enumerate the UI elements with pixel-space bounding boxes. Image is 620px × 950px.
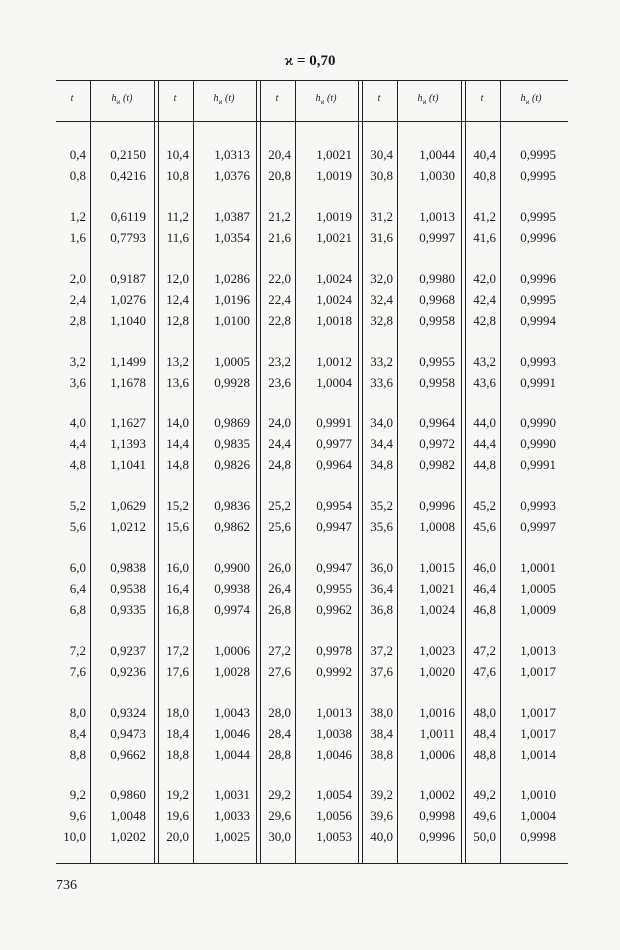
cell-t: 6,0 (69, 560, 86, 575)
cell-t: 39,2 (370, 787, 393, 802)
cell-t: 3,2 (69, 354, 86, 369)
cell-t: 42,8 (473, 313, 496, 328)
cell-h: 0,9862 (214, 519, 250, 534)
header-t: t (480, 93, 484, 104)
cell-t: 43,2 (473, 354, 496, 369)
cell-t: 25,6 (268, 519, 291, 534)
cell-h: 1,0056 (316, 808, 352, 823)
cell-h: 0,9995 (520, 292, 556, 307)
cell-h: 0,6119 (110, 209, 146, 224)
cell-t: 33,6 (370, 375, 393, 390)
cell-h: 1,0017 (520, 664, 556, 679)
cell-h: 1,0012 (316, 354, 352, 369)
cell-t: 41,6 (473, 230, 496, 245)
header-h: $h_ϰ$ (t) (417, 93, 439, 106)
cell-h: 0,9662 (110, 747, 146, 762)
cell-h: 1,0014 (520, 747, 556, 762)
cell-h: 1,0009 (520, 602, 556, 617)
cell-t: 36,0 (370, 560, 393, 575)
cell-t: 15,6 (166, 519, 189, 534)
cell-h: 0,9335 (110, 602, 146, 617)
cell-t: 46,4 (473, 581, 496, 596)
cell-h: 1,0038 (316, 726, 352, 741)
cell-t: 8,8 (69, 747, 86, 762)
cell-h: 1,1393 (110, 436, 146, 451)
cell-h: 0,9992 (316, 664, 352, 679)
cell-h: 0,9995 (520, 209, 556, 224)
cell-h: 1,0028 (214, 664, 250, 679)
cell-h: 1,0013 (316, 705, 352, 720)
cell-t: 10,8 (166, 168, 189, 183)
cell-h: 1,0005 (214, 354, 250, 369)
cell-h: 0,9978 (316, 643, 352, 658)
cell-t: 42,4 (473, 292, 496, 307)
cell-t: 21,2 (268, 209, 291, 224)
cell-h: 1,0013 (419, 209, 455, 224)
column-rule (90, 81, 91, 863)
cell-t: 4,0 (69, 415, 86, 430)
cell-t: 4,4 (69, 436, 86, 451)
cell-h: 0,9473 (110, 726, 146, 741)
cell-h: 0,9997 (520, 519, 556, 534)
cell-t: 24,0 (268, 415, 291, 430)
cell-h: 1,0010 (520, 787, 556, 802)
cell-h: 1,0001 (520, 560, 556, 575)
cell-h: 0,9991 (316, 415, 352, 430)
cell-h: 0,9998 (419, 808, 455, 823)
cell-t: 32,8 (370, 313, 393, 328)
cell-t: 26,4 (268, 581, 291, 596)
header-t: t (377, 93, 381, 104)
cell-t: 16,0 (166, 560, 189, 575)
cell-t: 36,4 (370, 581, 393, 596)
cell-t: 33,2 (370, 354, 393, 369)
cell-h: 0,9995 (520, 168, 556, 183)
cell-h: 1,1040 (110, 313, 146, 328)
cell-t: 14,8 (166, 457, 189, 472)
cell-t: 13,6 (166, 375, 189, 390)
cell-t: 24,8 (268, 457, 291, 472)
cell-h: 1,0020 (419, 664, 455, 679)
cell-h: 1,0048 (110, 808, 146, 823)
cell-h: 0,9958 (419, 375, 455, 390)
cell-t: 46,0 (473, 560, 496, 575)
cell-h: 0,9324 (110, 705, 146, 720)
cell-h: 1,0002 (419, 787, 455, 802)
cell-h: 0,9860 (110, 787, 146, 802)
cell-t: 16,8 (166, 602, 189, 617)
cell-h: 1,0044 (214, 747, 250, 762)
cell-t: 47,2 (473, 643, 496, 658)
cell-h: 1,0005 (520, 581, 556, 596)
cell-h: 0,9955 (419, 354, 455, 369)
cell-t: 9,2 (69, 787, 86, 802)
cell-t: 40,8 (473, 168, 496, 183)
cell-t: 20,0 (166, 829, 189, 844)
cell-t: 48,4 (473, 726, 496, 741)
cell-t: 20,8 (268, 168, 291, 183)
cell-t: 27,6 (268, 664, 291, 679)
cell-t: 47,6 (473, 664, 496, 679)
cell-h: 1,0018 (316, 313, 352, 328)
cell-t: 12,4 (166, 292, 189, 307)
cell-t: 38,4 (370, 726, 393, 741)
cell-h: 0,9993 (520, 354, 556, 369)
cell-t: 10,0 (63, 829, 86, 844)
cell-h: 1,0024 (316, 292, 352, 307)
cell-h: 1,0017 (520, 705, 556, 720)
cell-h: 0,9835 (214, 436, 250, 451)
cell-t: 18,0 (166, 705, 189, 720)
cell-h: 1,0354 (214, 230, 250, 245)
cell-h: 0,9996 (419, 829, 455, 844)
cell-t: 6,4 (69, 581, 86, 596)
cell-h: 1,0030 (419, 168, 455, 183)
column-rule (193, 81, 194, 863)
page-number: 736 (56, 878, 77, 893)
cell-h: 1,0008 (419, 519, 455, 534)
cell-h: 1,0629 (110, 498, 146, 513)
cell-h: 1,0021 (316, 147, 352, 162)
table-title: ϰ = 0,70 (284, 53, 336, 69)
cell-t: 29,6 (268, 808, 291, 823)
cell-h: 1,0024 (316, 271, 352, 286)
cell-h: 0,9964 (419, 415, 455, 430)
cell-h: 0,9990 (520, 415, 556, 430)
cell-t: 2,4 (69, 292, 86, 307)
cell-t: 34,4 (370, 436, 393, 451)
cell-t: 20,4 (268, 147, 291, 162)
cell-t: 25,2 (268, 498, 291, 513)
cell-t: 2,8 (69, 313, 86, 328)
cell-h: 1,1627 (110, 415, 146, 430)
cell-h: 1,0011 (419, 726, 455, 741)
header-t: t (173, 93, 177, 104)
cell-t: 38,8 (370, 747, 393, 762)
cell-t: 1,2 (69, 209, 86, 224)
cell-t: 9,6 (69, 808, 86, 823)
cell-t: 23,6 (268, 375, 291, 390)
cell-h: 0,9947 (316, 519, 352, 534)
cell-h: 1,0031 (214, 787, 250, 802)
cell-h: 0,9836 (214, 498, 250, 513)
cell-t: 16,4 (166, 581, 189, 596)
cell-t: 23,2 (268, 354, 291, 369)
cell-t: 19,2 (166, 787, 189, 802)
cell-h: 0,9990 (520, 436, 556, 451)
column-rule (295, 81, 296, 863)
group-double-rule (358, 81, 363, 863)
cell-t: 48,8 (473, 747, 496, 762)
cell-h: 1,0006 (419, 747, 455, 762)
cell-h: 0,4216 (110, 168, 146, 183)
cell-h: 0,9826 (214, 457, 250, 472)
cell-h: 0,9977 (316, 436, 352, 451)
cell-h: 0,9996 (419, 498, 455, 513)
cell-h: 0,9947 (316, 560, 352, 575)
cell-h: 1,0286 (214, 271, 250, 286)
cell-h: 0,9998 (520, 829, 556, 844)
header-t: t (275, 93, 279, 104)
cell-t: 29,2 (268, 787, 291, 802)
cell-t: 36,8 (370, 602, 393, 617)
group-double-rule (256, 81, 261, 863)
cell-t: 42,0 (473, 271, 496, 286)
cell-t: 5,6 (69, 519, 86, 534)
cell-h: 0,2150 (110, 147, 146, 162)
cell-t: 14,4 (166, 436, 189, 451)
cell-t: 32,4 (370, 292, 393, 307)
cell-t: 32,0 (370, 271, 393, 286)
cell-t: 0,4 (69, 147, 86, 162)
cell-h: 1,0276 (110, 292, 146, 307)
cell-h: 0,9838 (110, 560, 146, 575)
cell-h: 1,0025 (214, 829, 250, 844)
cell-h: 0,9991 (520, 457, 556, 472)
cell-t: 26,0 (268, 560, 291, 575)
cell-h: 1,0023 (419, 643, 455, 658)
cell-h: 1,0004 (316, 375, 352, 390)
cell-h: 1,0376 (214, 168, 250, 183)
cell-h: 1,0313 (214, 147, 250, 162)
cell-t: 4,8 (69, 457, 86, 472)
cell-t: 22,8 (268, 313, 291, 328)
header-h: $h_ϰ$ (t) (111, 93, 133, 106)
cell-t: 24,4 (268, 436, 291, 451)
cell-t: 7,2 (69, 643, 86, 658)
cell-t: 45,6 (473, 519, 496, 534)
cell-h: 0,9974 (214, 602, 250, 617)
cell-h: 1,0006 (214, 643, 250, 658)
cell-t: 35,6 (370, 519, 393, 534)
cell-t: 12,8 (166, 313, 189, 328)
cell-h: 0,9938 (214, 581, 250, 596)
cell-t: 41,2 (473, 209, 496, 224)
header-t: t (70, 93, 74, 104)
cell-t: 49,2 (473, 787, 496, 802)
cell-t: 48,0 (473, 705, 496, 720)
cell-t: 18,8 (166, 747, 189, 762)
cell-t: 11,6 (166, 230, 189, 245)
cell-h: 0,9968 (419, 292, 455, 307)
cell-h: 1,0015 (419, 560, 455, 575)
cell-t: 17,2 (166, 643, 189, 658)
cell-t: 8,0 (69, 705, 86, 720)
cell-t: 30,4 (370, 147, 393, 162)
cell-h: 0,9236 (110, 664, 146, 679)
cell-t: 17,6 (166, 664, 189, 679)
cell-h: 0,9964 (316, 457, 352, 472)
group-double-rule (461, 81, 466, 863)
cell-t: 43,6 (473, 375, 496, 390)
cell-h: 0,9997 (419, 230, 455, 245)
cell-t: 26,8 (268, 602, 291, 617)
cell-t: 35,2 (370, 498, 393, 513)
cell-h: 0,9991 (520, 375, 556, 390)
cell-h: 0,9996 (520, 271, 556, 286)
cell-t: 49,6 (473, 808, 496, 823)
header-h: $h_ϰ$ (t) (213, 93, 235, 106)
cell-h: 1,1499 (110, 354, 146, 369)
cell-t: 21,6 (268, 230, 291, 245)
cell-h: 0,9538 (110, 581, 146, 596)
cell-h: 0,9993 (520, 498, 556, 513)
cell-h: 0,9955 (316, 581, 352, 596)
cell-h: 0,9928 (214, 375, 250, 390)
cell-h: 1,0024 (419, 602, 455, 617)
cell-h: 0,9869 (214, 415, 250, 430)
cell-h: 0,9982 (419, 457, 455, 472)
cell-h: 0,9187 (110, 271, 146, 286)
cell-t: 10,4 (166, 147, 189, 162)
cell-t: 37,2 (370, 643, 393, 658)
cell-h: 1,1678 (110, 375, 146, 390)
header-divider (56, 121, 568, 122)
cell-t: 0,8 (69, 168, 86, 183)
cell-t: 12,0 (166, 271, 189, 286)
column-rule (397, 81, 398, 863)
cell-t: 27,2 (268, 643, 291, 658)
cell-t: 1,6 (69, 230, 86, 245)
cell-t: 6,8 (69, 602, 86, 617)
cell-t: 7,6 (69, 664, 86, 679)
cell-h: 0,7793 (110, 230, 146, 245)
cell-t: 5,2 (69, 498, 86, 513)
cell-t: 28,8 (268, 747, 291, 762)
cell-t: 2,0 (69, 271, 86, 286)
cell-h: 1,0019 (316, 209, 352, 224)
cell-t: 44,8 (473, 457, 496, 472)
cell-h: 0,9237 (110, 643, 146, 658)
cell-t: 45,2 (473, 498, 496, 513)
cell-t: 40,4 (473, 147, 496, 162)
cell-h: 0,9900 (214, 560, 250, 575)
cell-h: 0,9972 (419, 436, 455, 451)
cell-t: 28,4 (268, 726, 291, 741)
column-rule (500, 81, 501, 863)
cell-t: 34,0 (370, 415, 393, 430)
cell-t: 39,6 (370, 808, 393, 823)
cell-h: 1,0043 (214, 705, 250, 720)
cell-h: 0,9994 (520, 313, 556, 328)
cell-h: 1,0021 (316, 230, 352, 245)
cell-t: 8,4 (69, 726, 86, 741)
cell-h: 1,0100 (214, 313, 250, 328)
cell-h: 1,0004 (520, 808, 556, 823)
cell-h: 0,9954 (316, 498, 352, 513)
cell-t: 30,8 (370, 168, 393, 183)
cell-t: 31,6 (370, 230, 393, 245)
cell-t: 38,0 (370, 705, 393, 720)
cell-h: 1,0019 (316, 168, 352, 183)
cell-t: 3,6 (69, 375, 86, 390)
data-table (56, 80, 568, 864)
cell-h: 1,1041 (110, 457, 146, 472)
cell-t: 22,0 (268, 271, 291, 286)
cell-h: 0,9996 (520, 230, 556, 245)
cell-t: 19,6 (166, 808, 189, 823)
cell-t: 15,2 (166, 498, 189, 513)
cell-t: 46,8 (473, 602, 496, 617)
cell-h: 1,0196 (214, 292, 250, 307)
cell-h: 1,0017 (520, 726, 556, 741)
cell-h: 1,0212 (110, 519, 146, 534)
cell-h: 1,0202 (110, 829, 146, 844)
cell-h: 1,0046 (316, 747, 352, 762)
cell-t: 18,4 (166, 726, 189, 741)
cell-h: 1,0013 (520, 643, 556, 658)
cell-h: 1,0044 (419, 147, 455, 162)
cell-h: 1,0046 (214, 726, 250, 741)
cell-h: 1,0033 (214, 808, 250, 823)
cell-t: 22,4 (268, 292, 291, 307)
cell-t: 44,0 (473, 415, 496, 430)
cell-t: 37,6 (370, 664, 393, 679)
cell-t: 34,8 (370, 457, 393, 472)
header-h: $h_ϰ$ (t) (520, 93, 542, 106)
header-h: $h_ϰ$ (t) (315, 93, 337, 106)
cell-h: 1,0053 (316, 829, 352, 844)
cell-t: 31,2 (370, 209, 393, 224)
cell-t: 11,2 (166, 209, 189, 224)
cell-h: 0,9995 (520, 147, 556, 162)
cell-h: 1,0387 (214, 209, 250, 224)
cell-t: 40,0 (370, 829, 393, 844)
cell-t: 30,0 (268, 829, 291, 844)
cell-t: 28,0 (268, 705, 291, 720)
cell-h: 0,9980 (419, 271, 455, 286)
cell-t: 14,0 (166, 415, 189, 430)
cell-h: 0,9958 (419, 313, 455, 328)
group-double-rule (154, 81, 159, 863)
cell-h: 1,0021 (419, 581, 455, 596)
cell-h: 1,0054 (316, 787, 352, 802)
cell-t: 13,2 (166, 354, 189, 369)
cell-h: 0,9962 (316, 602, 352, 617)
cell-t: 44,4 (473, 436, 496, 451)
cell-t: 50,0 (473, 829, 496, 844)
cell-h: 1,0016 (419, 705, 455, 720)
